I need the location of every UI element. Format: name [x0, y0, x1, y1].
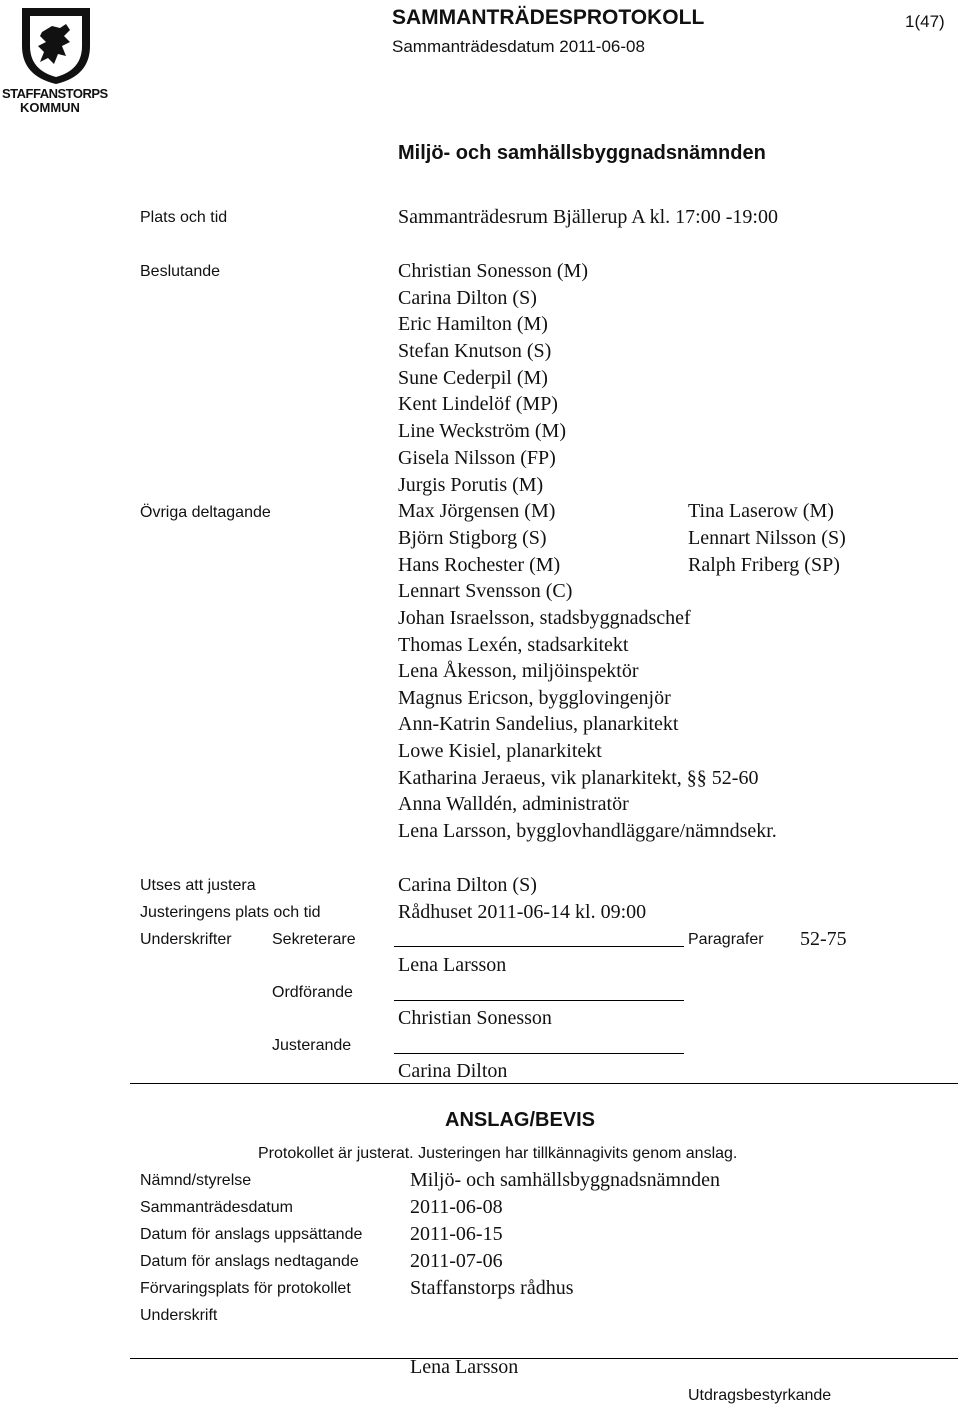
list-item: Anna Walldén, administratör [398, 793, 629, 815]
coat-of-arms-icon [0, 6, 112, 86]
page-number: 1(47) [905, 12, 945, 31]
logo-text-line1: STAFFANSTORPS [2, 86, 108, 101]
utses-value: Carina Dilton (S) [398, 874, 537, 896]
utses-label: Utses att justera [140, 877, 256, 894]
sekreterare-label: Sekreterare [272, 931, 356, 948]
justerande-label: Justerande [272, 1037, 352, 1054]
list-item: Sune Cederpil (M) [398, 367, 548, 389]
justering-place-value: Rådhuset 2011-06-14 kl. 09:00 [398, 901, 647, 923]
list-item: Eric Hamilton (M) [398, 313, 548, 335]
logo-text-line2: KOMMUN [20, 100, 80, 115]
underskrift-label: Underskrift [140, 1307, 218, 1324]
municipality-logo [0, 6, 112, 116]
anslag-title: ANSLAG/BEVIS [445, 1109, 596, 1131]
committee-name: Miljö- och samhällsbyggnadsnämnden [398, 142, 766, 164]
anslag-row-value: 2011-06-08 [410, 1196, 503, 1218]
ovriga-label: Övriga deltagande [140, 504, 271, 521]
section-divider [130, 1083, 958, 1084]
anslag-row-label: Sammanträdesdatum [140, 1199, 293, 1216]
list-item: Gisela Nilsson (FP) [398, 447, 556, 469]
place-time-value: Sammanträdesrum Bjällerup A kl. 17:00 -19:00 [398, 206, 778, 228]
beslutande-label: Beslutande [140, 263, 221, 280]
signature-line-justerande [394, 1053, 684, 1054]
list-item: Jurgis Porutis (M) [398, 474, 544, 496]
anslag-row-value: Staffanstorps rådhus [410, 1277, 574, 1299]
justerande-name: Carina Dilton [398, 1060, 508, 1082]
list-item: Kent Lindelöf (MP) [398, 393, 558, 415]
anslag-row-value: Miljö- och samhällsbyggnadsnämnden [410, 1169, 720, 1191]
list-item: Ralph Friberg (SP) [688, 554, 840, 576]
document-title: SAMMANTRÄDESPROTOKOLL [392, 6, 705, 29]
signature-line-sekreterare [394, 946, 684, 947]
signature-line-ordforande [394, 1000, 684, 1001]
list-item: Johan Israelsson, stadsbyggnadschef [398, 607, 691, 629]
ordforande-name: Christian Sonesson [398, 1007, 552, 1029]
list-item: Katharina Jeraeus, vik planarkitekt, §§ 52-60 [398, 767, 759, 789]
anslag-row-label: Förvaringsplats för protokollet [140, 1280, 351, 1297]
list-item: Christian Sonesson (M) [398, 260, 588, 282]
list-item: Lowe Kisiel, planarkitekt [398, 740, 602, 762]
anslag-row-label: Nämnd/styrelse [140, 1172, 252, 1189]
list-item: Hans Rochester (M) [398, 554, 561, 576]
list-item: Magnus Ericson, bygglovingenjör [398, 687, 671, 709]
ordforande-label: Ordförande [272, 984, 353, 1001]
list-item: Carina Dilton (S) [398, 287, 537, 309]
place-time-label: Plats och tid [140, 209, 228, 226]
anslag-row-label: Datum för anslags nedtagande [140, 1253, 359, 1270]
anslag-row-value: 2011-07-06 [410, 1250, 503, 1272]
paragrafer-label: Paragrafer [688, 931, 764, 948]
list-item: Line Weckström (M) [398, 420, 566, 442]
underskrift-name: Lena Larsson [410, 1356, 519, 1378]
anslag-row-value: 2011-06-15 [410, 1223, 503, 1245]
list-item: Max Jörgensen (M) [398, 500, 556, 522]
list-item: Lena Åkesson, miljöinspektör [398, 660, 639, 682]
paragrafer-value: 52-75 [800, 928, 847, 950]
justering-place-label: Justeringens plats och tid [140, 904, 321, 921]
meeting-date-header: Sammanträdesdatum 2011-06-08 [392, 37, 645, 56]
list-item: Thomas Lexén, stadsarkitekt [398, 634, 629, 656]
list-item: Björn Stigborg (S) [398, 527, 547, 549]
list-item: Lena Larsson, bygglovhandläggare/nämndsekr. [398, 820, 777, 842]
list-item: Lennart Nilsson (S) [688, 527, 846, 549]
signature-line-underskrift [130, 1358, 958, 1359]
anslag-row-label: Datum för anslags uppsättande [140, 1226, 363, 1243]
list-item: Ann-Katrin Sandelius, planarkitekt [398, 713, 679, 735]
sekreterare-name: Lena Larsson [398, 954, 507, 976]
utdragsbestyrkande-label: Utdragsbestyrkande [688, 1387, 832, 1404]
underskrifter-label: Underskrifter [140, 931, 232, 948]
list-item: Tina Laserow (M) [688, 500, 834, 522]
list-item: Lennart Svensson (C) [398, 580, 573, 602]
list-item: Stefan Knutson (S) [398, 340, 552, 362]
anslag-subtitle: Protokollet är justerat. Justeringen har tillkännagivits genom anslag. [258, 1145, 738, 1162]
